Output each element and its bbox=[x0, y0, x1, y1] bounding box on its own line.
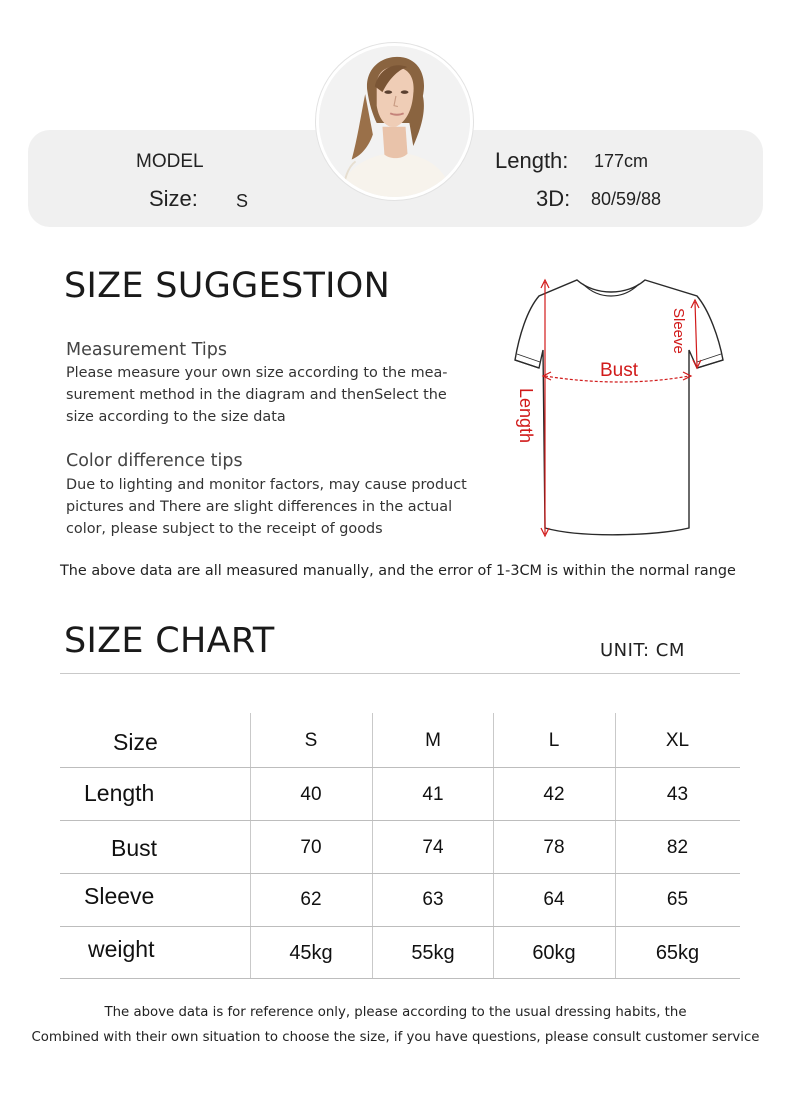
unit-label: UNIT: CM bbox=[600, 640, 685, 661]
tshirt-outline bbox=[515, 280, 723, 535]
tshirt-diagram bbox=[505, 270, 735, 545]
table-row-divider bbox=[60, 820, 740, 821]
color-tips-line: pictures and There are slight differences in the actual bbox=[66, 499, 453, 515]
table-cell: 74 bbox=[422, 837, 444, 858]
table-row-label: weight bbox=[88, 936, 155, 962]
table-header-size: L bbox=[548, 730, 560, 751]
color-tips-text bbox=[66, 474, 486, 540]
footer-note-line-1: The above data is for reference only, please according to the usual dressing habits, the bbox=[104, 1005, 687, 1020]
color-tips-line: color, please subject to the receipt of goods bbox=[66, 521, 383, 537]
model-3d-value: 80/59/88 bbox=[591, 189, 662, 209]
table-header-size: XL bbox=[665, 730, 690, 751]
table-header-label: Size bbox=[113, 729, 158, 755]
tshirt-collar bbox=[583, 284, 639, 296]
table-cell: 82 bbox=[666, 837, 689, 858]
table-cell: 63 bbox=[422, 889, 444, 910]
table-row-label: Bust bbox=[111, 835, 158, 861]
table-cell: 62 bbox=[300, 889, 322, 910]
table-row-divider bbox=[60, 767, 740, 768]
table-cell: 64 bbox=[543, 889, 565, 910]
sleeve-label: Sleeve bbox=[670, 308, 687, 354]
table-header-size: M bbox=[425, 730, 441, 751]
measurement-note: The above data are all measured manually, and the error of 1-3CM is within the normal range bbox=[60, 563, 736, 579]
model-length-label: Length: bbox=[495, 148, 569, 173]
table-cell: 41 bbox=[422, 784, 444, 805]
section-divider bbox=[60, 673, 740, 674]
table-cell: 65 bbox=[666, 889, 689, 910]
model-size-value: S bbox=[236, 191, 249, 211]
footer-note-line-2: Combined with their own situation to choose the size, if you have questions, please consult customer service bbox=[31, 1030, 760, 1045]
table-cell: 45kg bbox=[289, 942, 333, 964]
table-cell: 65kg bbox=[655, 942, 700, 964]
sleeve-arrow bbox=[695, 302, 697, 366]
table-row-divider bbox=[60, 978, 740, 979]
table-row-divider bbox=[60, 873, 740, 874]
table-cell: 78 bbox=[543, 837, 565, 858]
model-3d-label: 3D: bbox=[536, 186, 571, 211]
color-tips-line: Due to lighting and monitor factors, may cause product bbox=[66, 477, 467, 493]
model-size-label: Size: bbox=[149, 186, 198, 211]
size-chart-title: SIZE CHART bbox=[64, 621, 275, 661]
size-table bbox=[60, 713, 740, 979]
table-cell: 55kg bbox=[411, 942, 455, 964]
size-suggestion-title: SIZE SUGGESTION bbox=[64, 266, 391, 306]
model-length-value: 177cm bbox=[594, 151, 649, 171]
table-cell: 70 bbox=[300, 837, 322, 858]
color-tips-title: Color difference tips bbox=[66, 451, 243, 471]
table-cell: 43 bbox=[666, 784, 689, 805]
measurement-tips-line: surement method in the diagram and thenSelect the bbox=[66, 387, 447, 403]
length-label: Length bbox=[516, 388, 536, 444]
table-row-label: Sleeve bbox=[84, 883, 155, 909]
measurement-tips-line: size according to the size data bbox=[66, 409, 286, 425]
measurement-tips-title: Measurement Tips bbox=[66, 340, 227, 360]
tshirt-sleeve-cuff-left bbox=[517, 354, 540, 362]
measurement-tips-line: Please measure your own size according to the mea- bbox=[66, 365, 448, 381]
measurement-tips-text bbox=[66, 362, 486, 428]
table-row-label: Length bbox=[84, 780, 155, 806]
table-cell: 40 bbox=[300, 784, 322, 805]
table-cell: 42 bbox=[543, 784, 565, 805]
table-cell: 60kg bbox=[532, 942, 576, 964]
table-row-divider bbox=[60, 926, 740, 927]
bust-label: Bust bbox=[600, 360, 639, 381]
model-label: MODEL bbox=[136, 151, 204, 172]
tshirt-sleeve-hem-left bbox=[515, 360, 539, 368]
model-photo bbox=[316, 43, 473, 200]
table-header-size: S bbox=[304, 730, 318, 751]
